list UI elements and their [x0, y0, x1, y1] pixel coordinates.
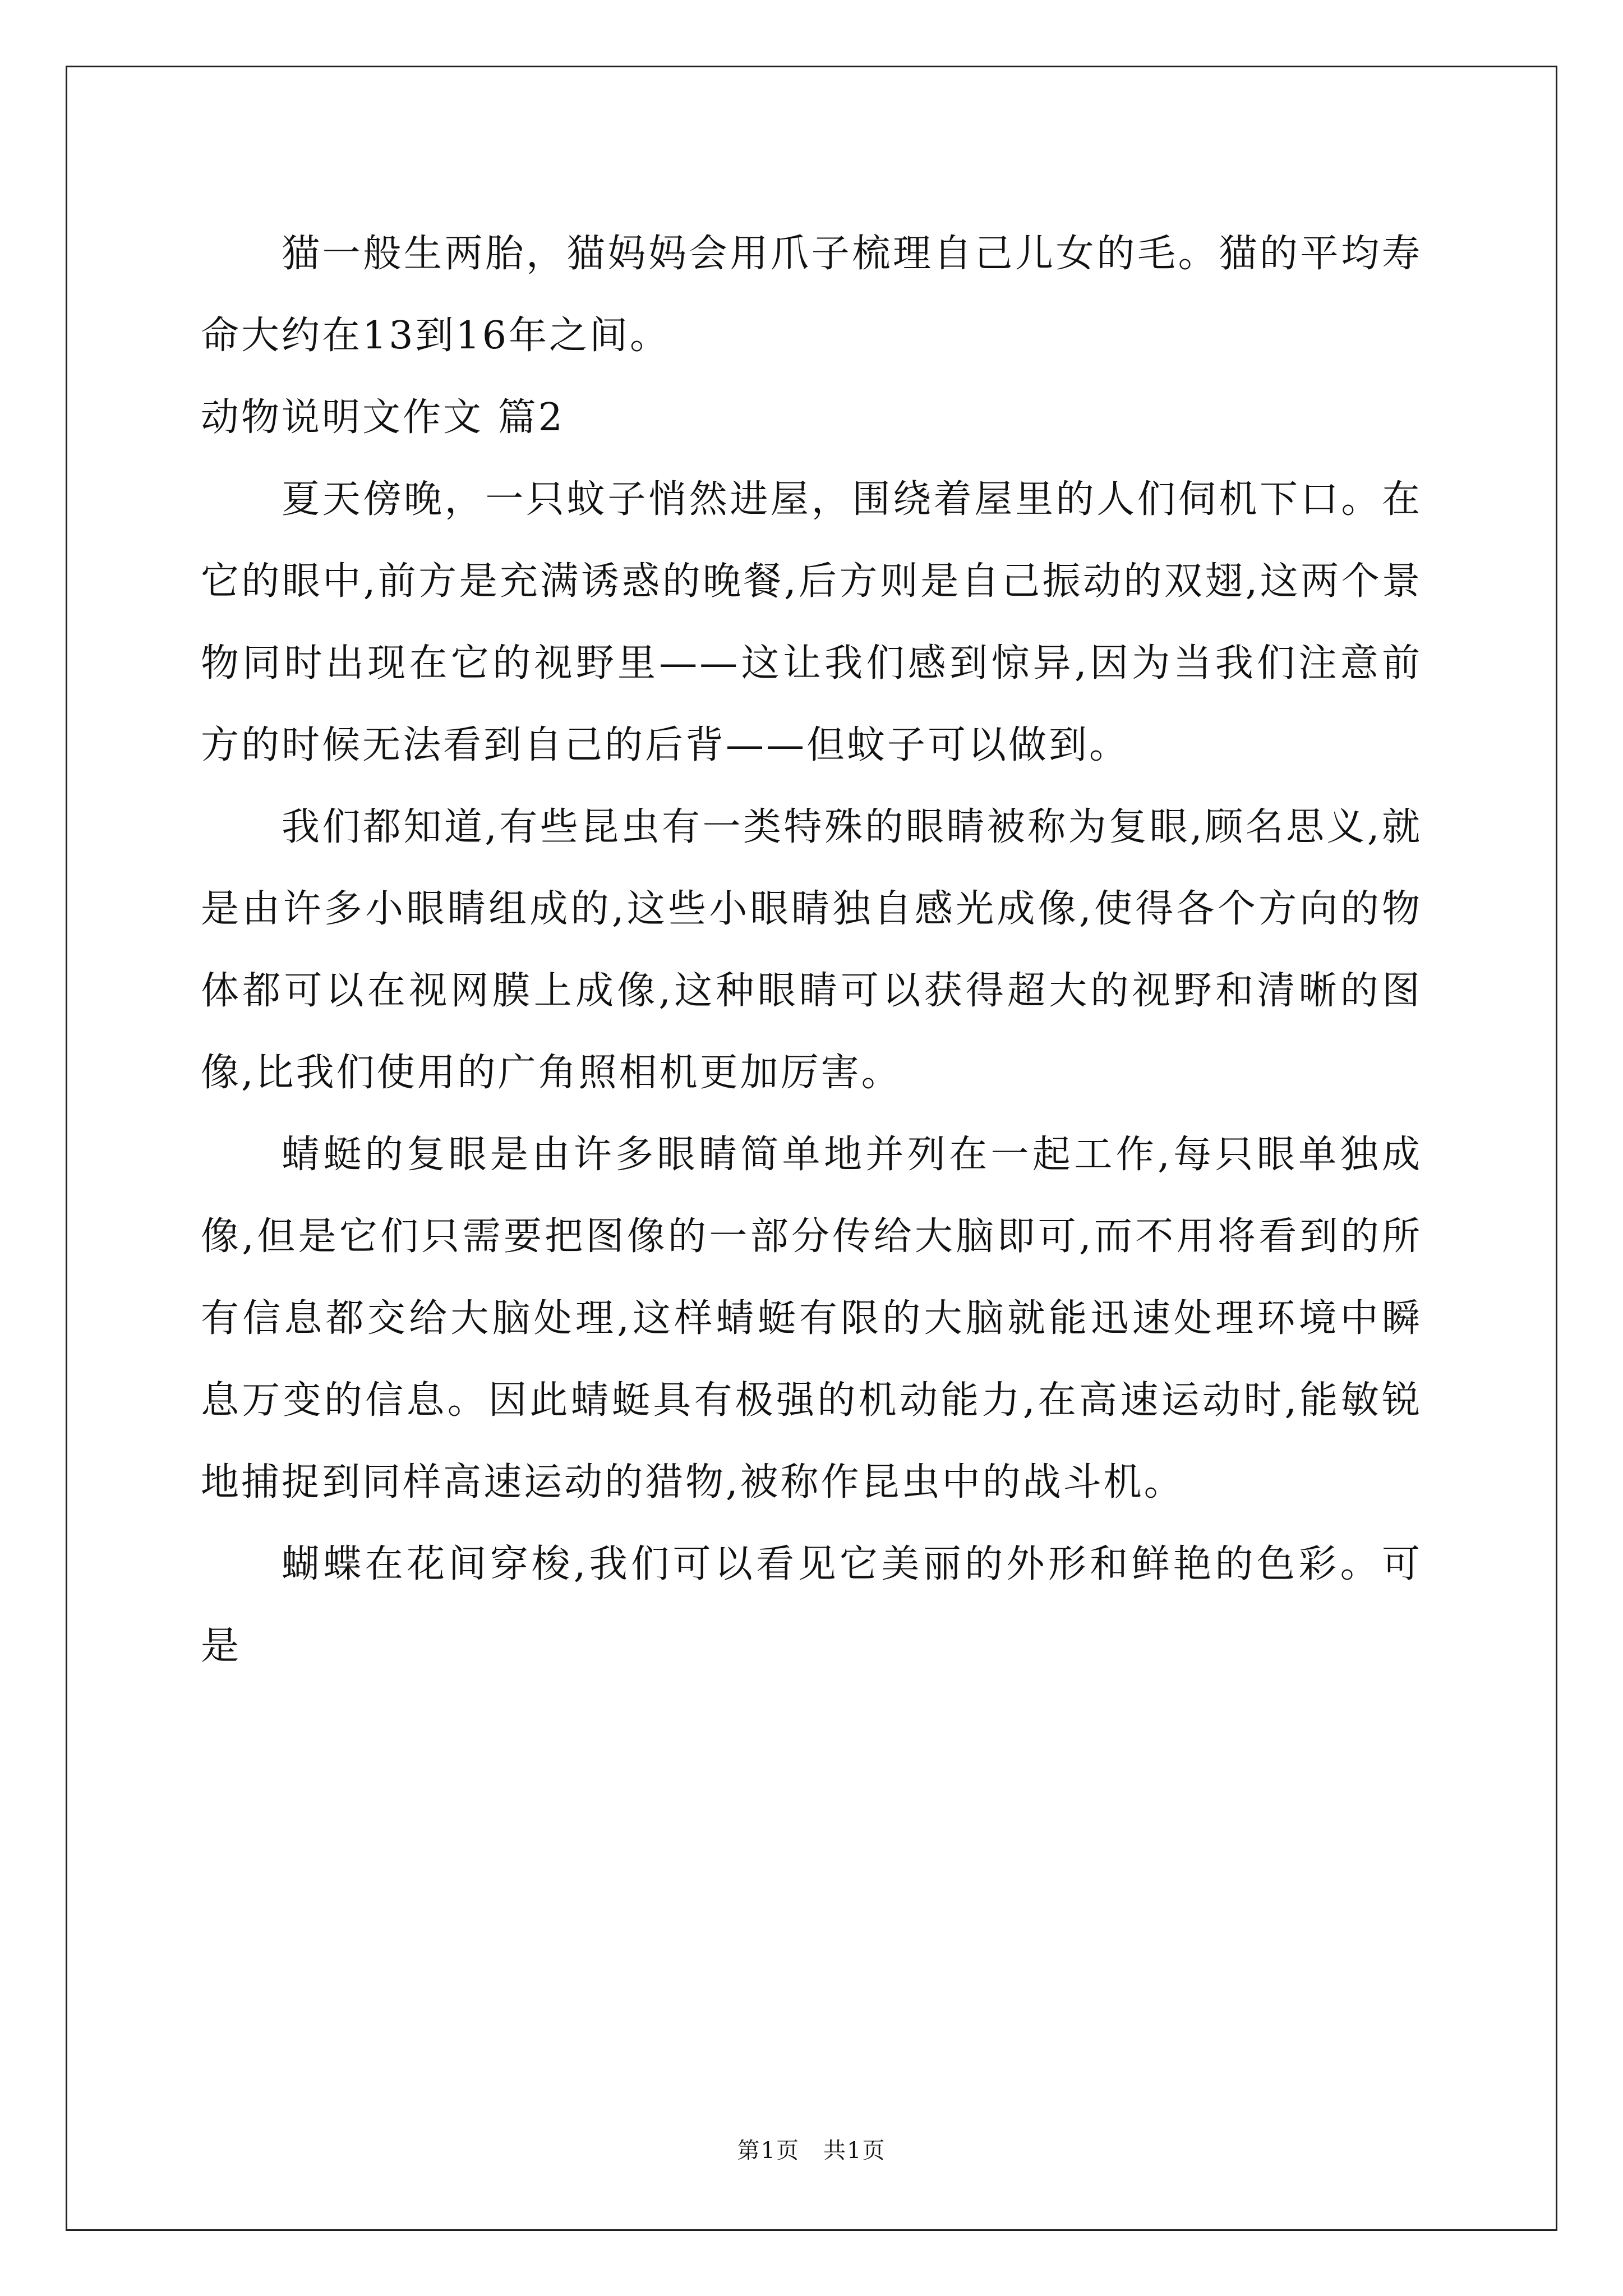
page-footer: 第1页 共1页: [737, 2138, 886, 2164]
section-heading: 动物说明文作文 篇2: [201, 395, 565, 440]
paragraph-dragonfly: 蜻蜓的复眼是由许多眼睛简单地并列在一起工作,每只眼单独成像,但是它们只需要把图像的一部分传给大脑即可,而不用将看到的所有信息都交给大脑处理,这样蜻蜓有限的大脑就能迅速处理环境中瞬息万变的信息。因此蜻蜓具有极强的机动能力,在高速运动时,能敏锐地捕捉到同样高速运动的猎物,被称作昆虫中的战斗机。: [201, 1133, 1422, 1504]
paragraph-mosquito: 夏天傍晚，一只蚊子悄然进屋，围绕着屋里的人们伺机下口。在它的眼中,前方是充满诱惑的晚餐,后方则是自己振动的双翅,这两个景物同时出现在它的视野里——这让我们感到惊异,因为当我们注意前方的时候无法看到自己的后背——但蚊子可以做到。: [201, 477, 1422, 767]
document-body: [201, 213, 1422, 1687]
paragraph-cat-lifespan: 猫一般生两胎，猫妈妈会用爪子梳理自己儿女的毛。猫的平均寿命大约在13到16年之间。: [201, 232, 1422, 358]
paragraph-compound-eyes: 我们都知道,有些昆虫有一类特殊的眼睛被称为复眼,顾名思义,就是由许多小眼睛组成的,这些小眼睛独自感光成像,使得各个方向的物体都可以在视网膜上成像,这种眼睛可以获得超大的视野和清晰的图像,比我们使用的广角照相机更加厉害。: [201, 805, 1422, 1095]
paragraph-butterfly: 蝴蝶在花间穿梭,我们可以看见它美丽的外形和鲜艳的色彩。可是: [201, 1542, 1422, 1668]
